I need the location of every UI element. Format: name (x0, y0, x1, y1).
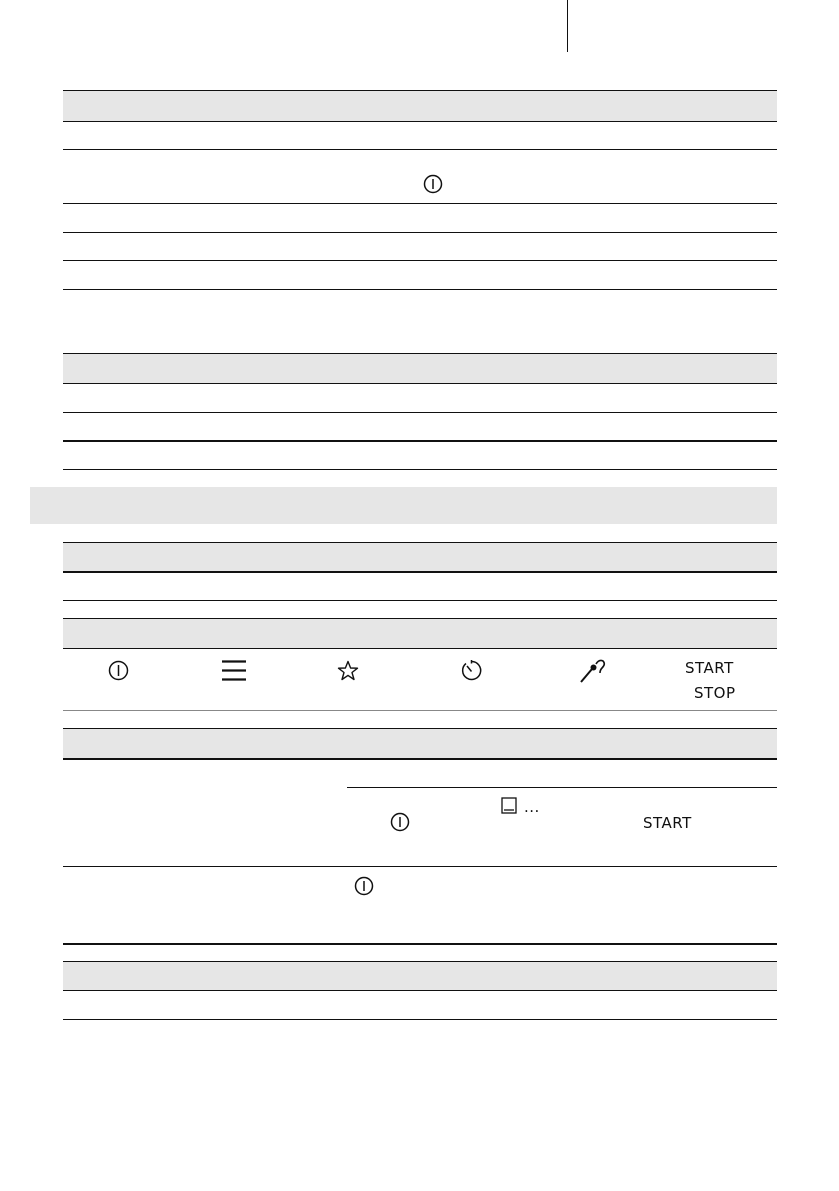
table-rule (63, 353, 777, 354)
control-panel-header (63, 618, 777, 649)
table-rule (63, 1019, 777, 1020)
table-header-1 (63, 90, 777, 121)
power-icon (390, 812, 410, 832)
table-rule (63, 121, 777, 122)
table-rule (63, 571, 777, 573)
table-rule (63, 728, 777, 729)
table-header-2 (63, 353, 777, 384)
table-header-3 (63, 542, 777, 572)
timer-icon[interactable] (460, 659, 483, 682)
food-sensor-icon[interactable] (579, 658, 607, 684)
table-rule (63, 961, 777, 962)
table-rule (63, 440, 777, 442)
table-rule (63, 232, 777, 233)
table-rule (63, 990, 777, 991)
table-rule (63, 383, 777, 384)
table-rule (63, 289, 777, 290)
menu-icon[interactable] (222, 660, 246, 681)
first-use-header (63, 728, 777, 759)
table-rule (63, 600, 777, 601)
table-header-last (63, 961, 777, 991)
table-rule (63, 866, 777, 867)
table-rule (63, 260, 777, 261)
table-rule (63, 469, 777, 470)
start-label: START (643, 814, 692, 832)
table-rule (63, 412, 777, 413)
favourite-star-icon[interactable] (337, 660, 359, 681)
power-icon (354, 876, 374, 896)
oven-display-icon (501, 797, 517, 814)
table-rule (63, 648, 777, 649)
section-heading-bar (30, 487, 777, 524)
table-rule (63, 758, 777, 760)
table-rule (347, 787, 777, 788)
power-icon[interactable] (108, 660, 129, 681)
table-rule (63, 618, 777, 619)
table-rule (63, 943, 777, 945)
table-rule (63, 710, 777, 711)
table-rule (63, 542, 777, 543)
table-rule (63, 203, 777, 204)
start-label[interactable]: START (685, 659, 734, 677)
stop-label[interactable]: STOP (694, 684, 736, 702)
crop-mark (567, 0, 568, 52)
power-icon (423, 174, 443, 194)
ellipsis-text: ... (524, 798, 540, 816)
table-rule (63, 149, 777, 150)
table-rule (63, 90, 777, 91)
